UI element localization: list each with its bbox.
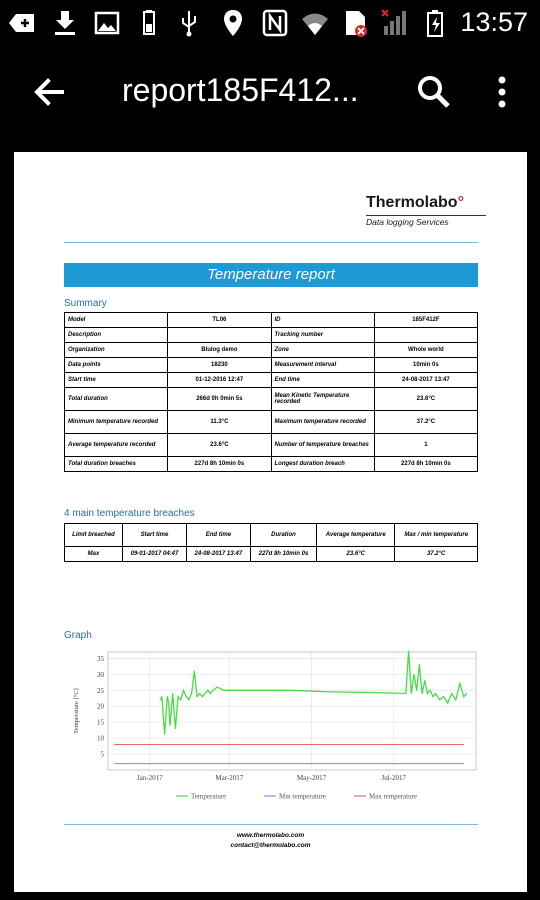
- logo-brand: Thermolabo: [366, 194, 458, 211]
- temperature-point: [447, 702, 448, 703]
- breaches-column-header: Average temperature: [317, 524, 395, 547]
- temperature-point: [168, 702, 169, 703]
- summary-value: Whole world: [374, 343, 477, 358]
- wifi-icon: [300, 8, 330, 38]
- temperature-point: [372, 692, 373, 693]
- breaches-column-header: Limit breached: [65, 524, 123, 547]
- summary-label: Model: [65, 313, 168, 328]
- summary-value: 185F412F: [374, 313, 477, 328]
- summary-value: 11.3°C: [168, 411, 271, 434]
- breaches-column-header: Max / min temperature: [395, 524, 478, 547]
- summary-row: [65, 434, 478, 457]
- summary-label: Tracking number: [271, 328, 374, 343]
- summary-label: ID: [271, 313, 374, 328]
- signal-icon: [380, 8, 410, 38]
- summary-label: End time: [271, 373, 374, 388]
- pdf-viewer[interactable]: [0, 138, 540, 900]
- app-bar: [0, 46, 540, 138]
- temperature-point: [439, 699, 440, 700]
- breaches-cell: 37.2°C: [395, 547, 478, 562]
- temperature-point: [213, 690, 214, 691]
- temperature-chart: [64, 646, 484, 816]
- summary-table: [64, 312, 478, 472]
- breaches-table: [64, 523, 478, 562]
- temperature-point: [167, 696, 168, 697]
- battery-charging-icon: [420, 8, 450, 38]
- summary-value: [168, 328, 271, 343]
- summary-value: 01-12-2016 12:47: [168, 373, 271, 388]
- summary-value: 24-08-2017 13:47: [374, 373, 477, 388]
- footer-website: www.thermolabo.com: [236, 832, 305, 839]
- summary-value: Blulog demo: [168, 343, 271, 358]
- temperature-point: [411, 693, 412, 694]
- summary-row: [65, 328, 478, 343]
- summary-value: 10min 0s: [374, 358, 477, 373]
- breaches-column-header: End time: [186, 524, 250, 547]
- x-tick-label: Jan-2017: [136, 774, 163, 782]
- no-sim-icon: [340, 8, 370, 38]
- temperature-point: [451, 693, 452, 694]
- y-tick-label: 35: [97, 654, 104, 663]
- summary-value: 227d 8h 10min 0s: [374, 457, 477, 472]
- legend-entry: Min temperature: [279, 792, 326, 801]
- breaches-column-header: Duration: [250, 524, 316, 547]
- summary-row: [65, 388, 478, 411]
- search-icon[interactable]: [412, 70, 456, 114]
- summary-label: Organization: [65, 343, 168, 358]
- summary-value: 18230: [168, 358, 271, 373]
- temperature-point: [443, 696, 444, 697]
- temperature-point: [405, 693, 406, 694]
- summary-value: 23.6°C: [168, 434, 271, 457]
- usb-icon: [174, 8, 204, 38]
- legend-entry: Max temperature: [369, 792, 418, 801]
- y-tick-label: 10: [97, 734, 104, 743]
- breaches-cell: 227d 8h 10min 0s: [250, 547, 316, 562]
- summary-label: Zone: [271, 343, 374, 358]
- temperature-point: [330, 691, 331, 692]
- y-axis-label: Temperature [°C]: [73, 688, 80, 734]
- legend-entry: Temperature: [191, 792, 227, 801]
- temperature-point: [161, 696, 162, 697]
- summary-label: Minimum temperature recorded: [65, 411, 168, 434]
- summary-label: Start time: [65, 373, 168, 388]
- breaches-cell: 24-08-2017 13:47: [186, 547, 250, 562]
- temperature-point: [194, 671, 195, 672]
- temperature-point: [463, 696, 464, 697]
- temperature-point: [199, 693, 200, 694]
- temperature-point: [416, 690, 417, 691]
- summary-value: [374, 328, 477, 343]
- temperature-point: [180, 699, 181, 700]
- summary-label: Description: [65, 328, 168, 343]
- temperature-point: [432, 696, 433, 697]
- logo-tagline: Data logging Services: [366, 215, 486, 227]
- temperature-point: [459, 683, 460, 684]
- temperature-point: [183, 690, 184, 691]
- image-icon: [92, 8, 122, 38]
- status-bar: [0, 0, 540, 46]
- pdf-page[interactable]: [14, 152, 527, 892]
- temperature-point: [204, 693, 205, 694]
- header-divider: [64, 242, 478, 243]
- breaches-cell: 23.6°C: [317, 547, 395, 562]
- summary-value: 23.6°C: [374, 388, 477, 411]
- add-notification-icon: [6, 8, 36, 38]
- temperature-point: [408, 651, 409, 652]
- summary-row: [65, 358, 478, 373]
- summary-row: [65, 373, 478, 388]
- breaches-row: [65, 547, 478, 562]
- temperature-point: [160, 699, 161, 700]
- more-options-icon[interactable]: [484, 70, 520, 114]
- temperature-point: [427, 693, 428, 694]
- breaches-cell: Max: [65, 547, 123, 562]
- temperature-point: [217, 686, 218, 687]
- battery-small-icon: [134, 8, 164, 38]
- summary-heading: Summary: [64, 298, 107, 309]
- summary-label: Data points: [65, 358, 168, 373]
- temperature-point: [413, 674, 414, 675]
- document-title: report185F412...: [122, 72, 359, 108]
- download-icon: [50, 8, 80, 38]
- breaches-header-row: [65, 524, 478, 547]
- temperature-point: [169, 725, 170, 726]
- summary-label: Maximum temperature recorded: [271, 411, 374, 434]
- location-icon: [218, 8, 248, 38]
- breaches-cell: 09-01-2017 04:47: [123, 547, 187, 562]
- clock: 13:57: [460, 7, 528, 37]
- graph-heading: Graph: [64, 630, 92, 641]
- temperature-point: [210, 693, 211, 694]
- temperature-point: [430, 690, 431, 691]
- report-title: Temperature report: [64, 263, 478, 287]
- summary-label: Number of temperature breaches: [271, 434, 374, 457]
- temperature-point: [186, 696, 187, 697]
- temperature-point: [196, 696, 197, 697]
- summary-label: Total duration: [65, 388, 168, 411]
- breaches-heading: 4 main temperature breaches: [64, 508, 195, 519]
- breaches-column-header: Start time: [123, 524, 187, 547]
- temperature-point: [202, 696, 203, 697]
- back-arrow-icon[interactable]: [28, 70, 72, 114]
- y-tick-label: 5: [100, 750, 104, 759]
- temperature-point: [435, 693, 436, 694]
- temperature-point: [191, 693, 192, 694]
- summary-value: 266d 0h 0min 5s: [168, 388, 271, 411]
- summary-value: TL06: [168, 313, 271, 328]
- y-tick-label: 30: [97, 670, 104, 679]
- summary-label: Total duration breaches: [65, 457, 168, 472]
- summary-value: 37.2°C: [374, 411, 477, 434]
- x-tick-label: May-2017: [296, 774, 327, 782]
- y-tick-label: 20: [97, 702, 104, 711]
- temperature-point: [466, 693, 467, 694]
- summary-value: 227d 8h 10min 0s: [168, 457, 271, 472]
- summary-row: [65, 313, 478, 328]
- x-tick-label: Mar-2017: [215, 774, 244, 782]
- summary-row: [65, 411, 478, 434]
- temperature-point: [424, 680, 425, 681]
- temperature-point: [248, 690, 249, 691]
- thermolabo-logo: Thermolabo° Data logging Services: [366, 194, 486, 234]
- summary-label: Average temperature recorded: [65, 434, 168, 457]
- footer-divider: [64, 824, 478, 825]
- temperature-point: [419, 664, 420, 665]
- temperature-point: [172, 693, 173, 694]
- temperature-point: [188, 699, 189, 700]
- summary-label: Longest duration breach: [271, 457, 374, 472]
- summary-value: 1: [374, 434, 477, 457]
- temperature-point: [455, 699, 456, 700]
- x-tick-label: Jul-2017: [381, 774, 407, 782]
- temperature-point: [175, 728, 176, 729]
- temperature-point: [289, 690, 290, 691]
- y-tick-label: 25: [97, 686, 104, 695]
- temperature-point: [207, 690, 208, 691]
- summary-label: Measurement interval: [271, 358, 374, 373]
- summary-label: Mean Kinetic Temperature recorded: [271, 388, 374, 411]
- y-tick-label: 15: [97, 718, 104, 727]
- summary-row: [65, 343, 478, 358]
- temperature-point: [421, 693, 422, 694]
- temperature-point: [177, 696, 178, 697]
- footer-email: contact@thermolabo.com: [230, 842, 311, 849]
- temperature-point: [223, 690, 224, 691]
- nfc-icon: [260, 8, 290, 38]
- temperature-point: [164, 733, 165, 734]
- summary-row: [65, 457, 478, 472]
